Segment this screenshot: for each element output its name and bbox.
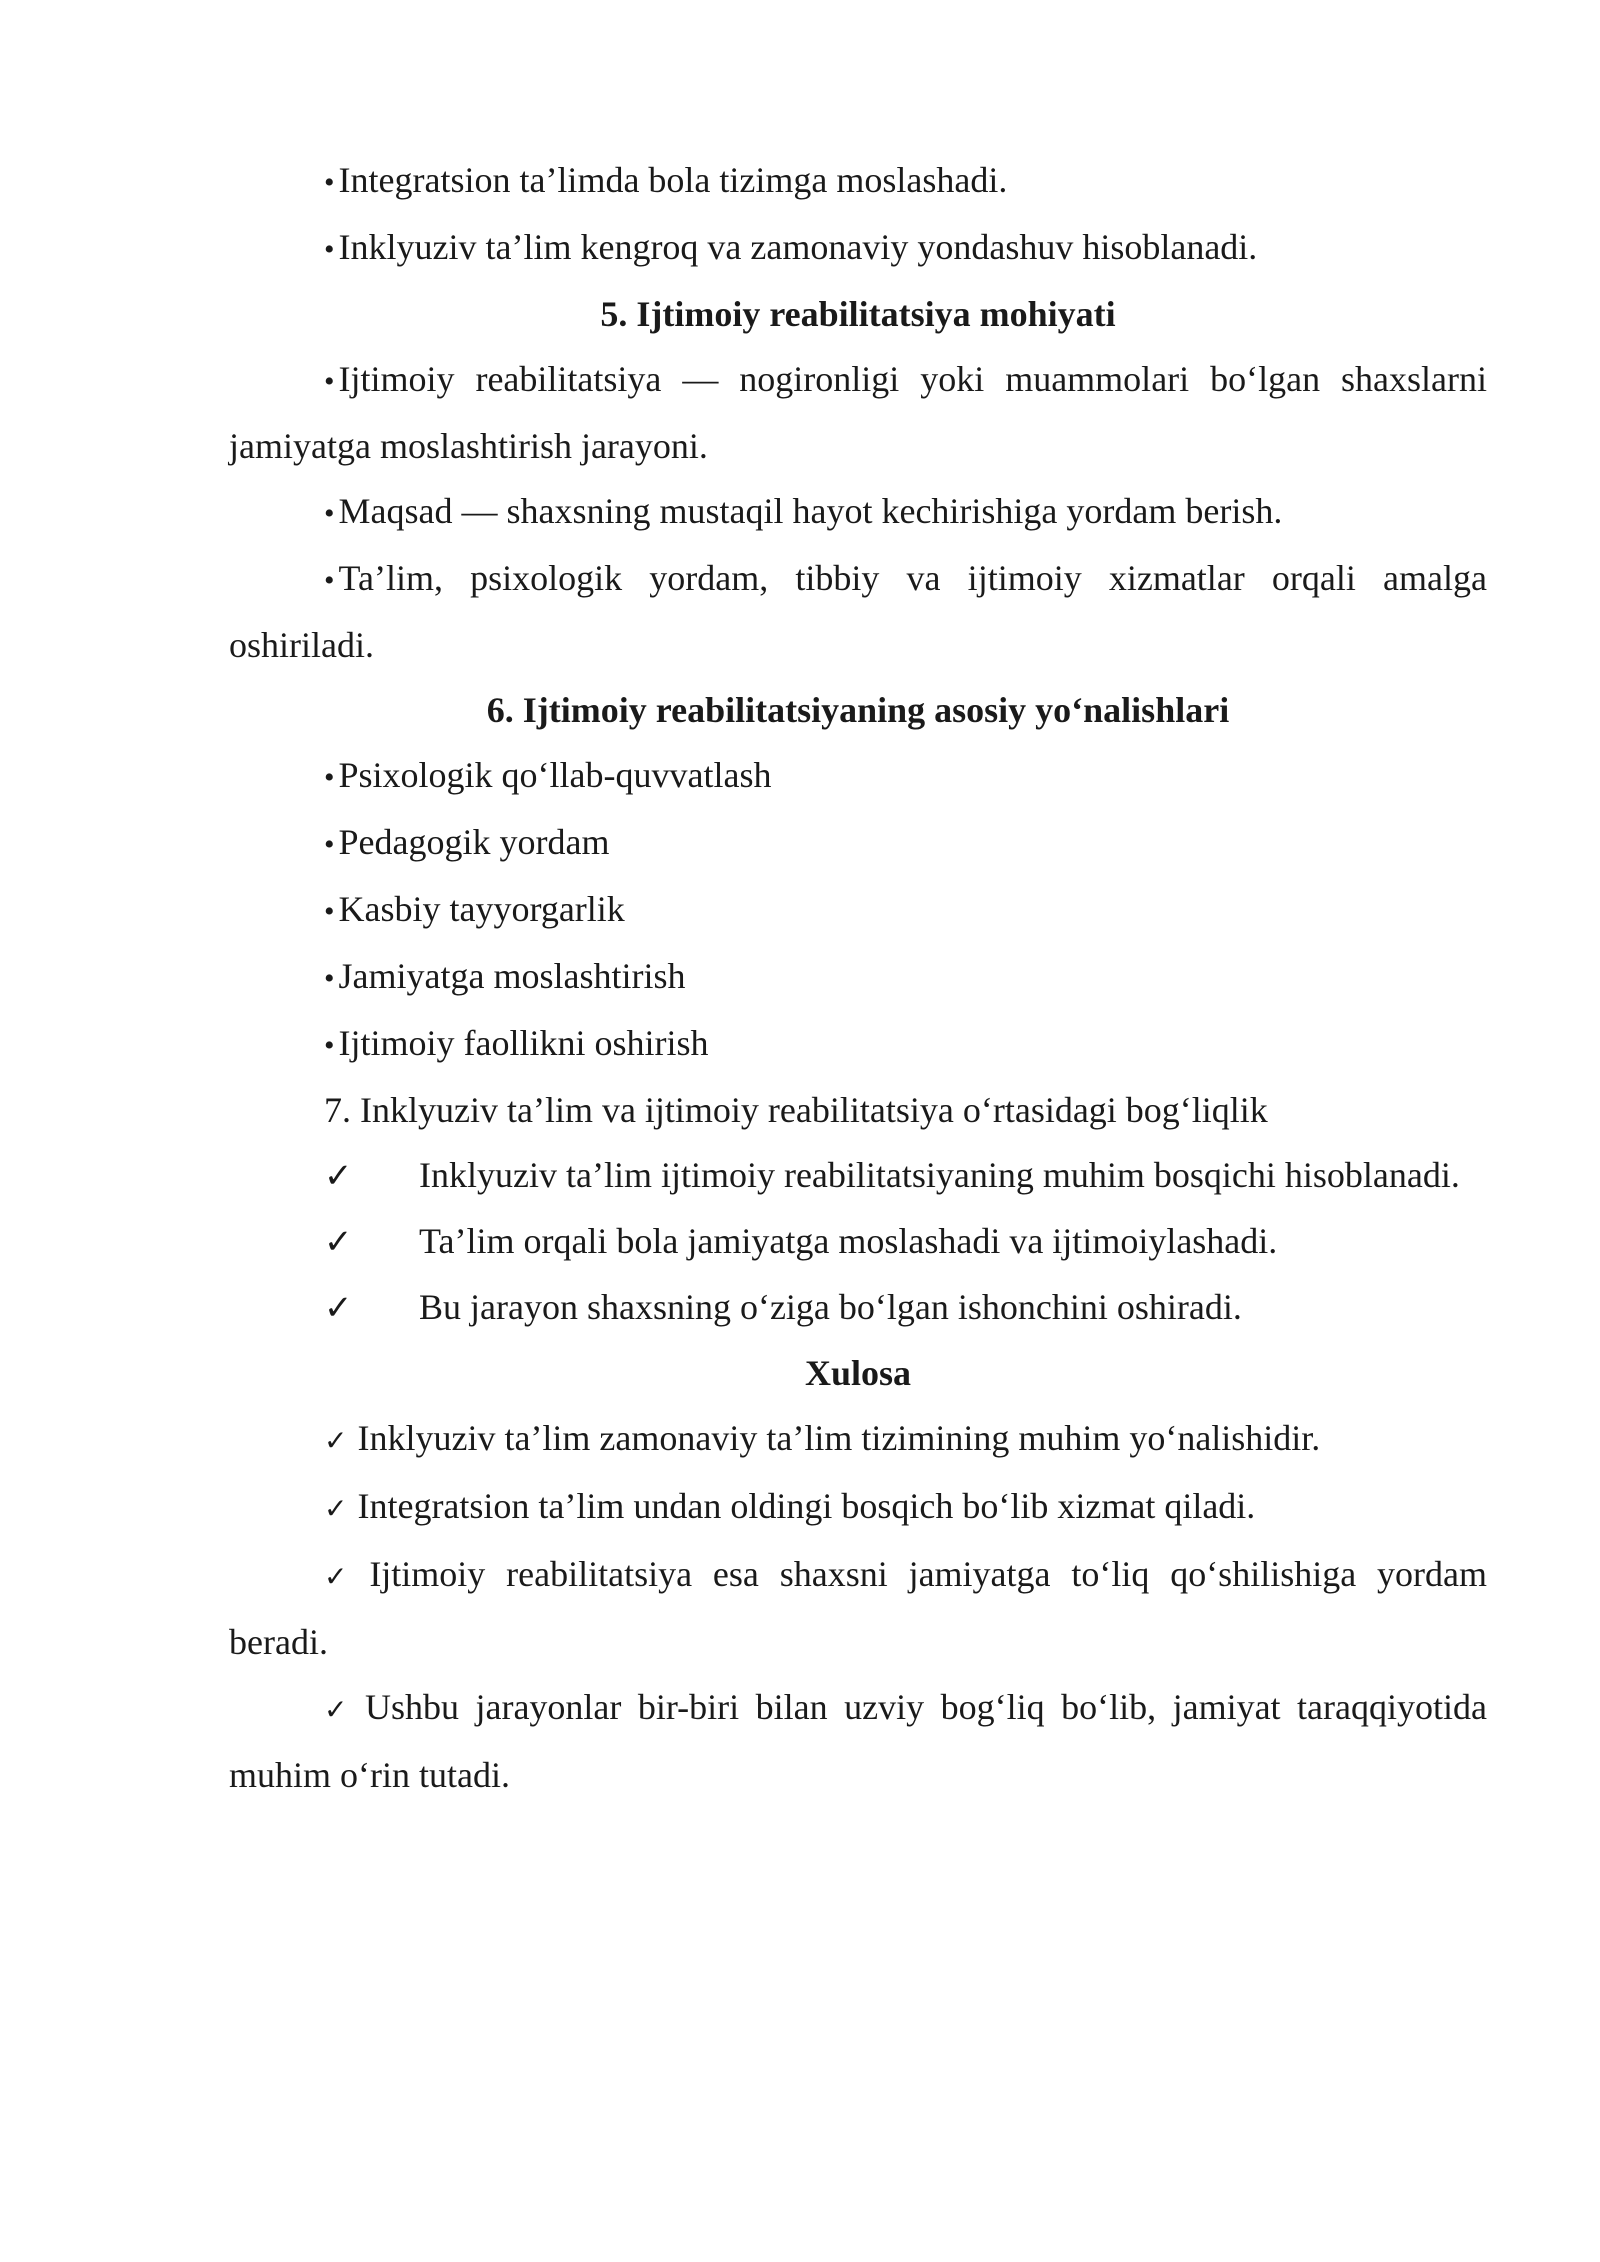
- bullet-icon: •: [324, 497, 335, 530]
- section6-item-2: • Pedagogik yordam: [324, 822, 610, 862]
- check-icon: ✓: [324, 1290, 353, 1327]
- section6-item-5: • Ijtimoiy faollikni oshirish: [324, 1023, 709, 1063]
- check-icon: ✓: [324, 1494, 348, 1525]
- section5-item-2: • Maqsad — shaxsning mustaqil hayot kechirishiga yordam berish.: [324, 491, 1283, 531]
- check-icon: ✓: [324, 1426, 348, 1457]
- intro-item-2: • Inklyuziv ta’lim kengroq va zamonaviy yondashuv hisoblanadi.: [324, 227, 1258, 267]
- intro-item-1: • Integratsion ta’limda bola tizimga moslashadi.: [324, 160, 1008, 200]
- bullet-icon: •: [324, 828, 335, 861]
- check-icon: ✓: [324, 1562, 360, 1593]
- check-icon: ✓: [324, 1695, 355, 1726]
- check-icon: ✓: [324, 1158, 353, 1195]
- bullet-icon: •: [324, 895, 335, 928]
- section6-item-3: • Kasbiy tayyorgarlik: [324, 889, 625, 929]
- check-icon: ✓: [324, 1224, 353, 1261]
- bullet-icon: •: [324, 233, 335, 266]
- conclusion-item-3: ✓ Ijtimoiy reabilitatsiya esa shaxsni jamiyatga to‘liq qo‘shilishiga yordam beradi.: [229, 1554, 1487, 1662]
- bullet-icon: •: [324, 962, 335, 995]
- conclusion-item-4: ✓ Ushbu jarayonlar bir-biri bilan uzviy bog‘liq bo‘lib, jamiyat taraqqiyotida muhim o‘rin tutadi.: [229, 1687, 1487, 1795]
- section6-heading: 6. Ijtimoiy reabilitatsiyaning asosiy yo‘nalishlari: [486, 690, 1230, 730]
- bullet-icon: •: [324, 166, 335, 199]
- section5-item-3: • Ta’lim, psixologik yordam, tibbiy va ijtimoiy xizmatlar orqali amalga oshiriladi.: [229, 558, 1487, 665]
- bullet-icon: •: [324, 365, 335, 398]
- conclusion-item-1: ✓ Inklyuziv ta’lim zamonaviy ta’lim tizimining muhim yo‘nalishidir.: [324, 1418, 1321, 1458]
- bullet-icon: •: [324, 761, 335, 794]
- section7-heading: 7. Inklyuziv ta’lim va ijtimoiy reabilitatsiya o‘rtasidagi bog‘liqlik: [324, 1090, 1268, 1130]
- section5-item-1: • Ijtimoiy reabilitatsiya — nogironligi yoki muammolari bo‘lgan shaxslarni jamiyatga moslashtirish jarayoni.: [229, 359, 1487, 466]
- bullet-icon: •: [324, 1029, 335, 1062]
- conclusion-heading: Xulosa: [804, 1353, 912, 1393]
- section5-heading: 5. Ijtimoiy reabilitatsiya mohiyati: [600, 294, 1116, 334]
- conclusion-item-2: ✓ Integratsion ta’lim undan oldingi bosqich bo‘lib xizmat qiladi.: [324, 1486, 1256, 1526]
- section7-item-2: ✓ Ta’lim orqali bola jamiyatga moslashadi va ijtimoiylashadi.: [229, 1209, 1487, 1275]
- section7-item-3: ✓ Bu jarayon shaxsning o‘ziga bo‘lgan ishonchini oshiradi.: [229, 1275, 1487, 1341]
- section6-item-1: • Psixologik qo‘llab-quvvatlash: [324, 755, 772, 795]
- section7-item-1: ✓ Inklyuziv ta’lim ijtimoiy reabilitatsiyaning muhim bosqichi hisoblanadi.: [229, 1143, 1487, 1209]
- bullet-icon: •: [324, 564, 335, 597]
- section6-item-4: • Jamiyatga moslashtirish: [324, 956, 686, 996]
